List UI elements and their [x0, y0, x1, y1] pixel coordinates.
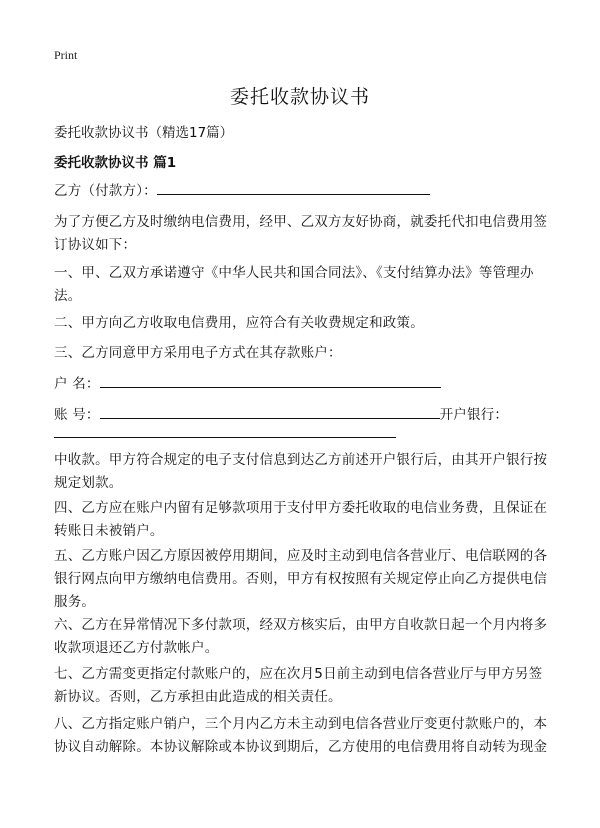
account-number-blank: [100, 404, 440, 419]
payer-line: [54, 180, 548, 203]
account-name-label: 户 名：: [54, 376, 100, 392]
paragraph-3: 三、乙方同意甲方采用电子方式在其存款账户：: [54, 345, 342, 361]
print-label[interactable]: Print: [54, 48, 78, 62]
account-name-line: [54, 373, 548, 396]
section-heading: 委托收款协议书 篇1: [54, 155, 177, 171]
account-number-line: [54, 404, 548, 427]
account-number-label: 账 号：: [54, 407, 100, 423]
paragraph-7: 七、乙方需变更指定付款账户的，应在次月5日前主动到电信各营业厅与甲方另签新协议。否则，乙方承担由此造成的相关责任。: [54, 666, 543, 705]
paragraph-1: 一、甲、乙双方承诺遵守《中华人民共和国合同法》、《支付结算办法》等管理办法。: [54, 265, 534, 304]
paragraph-intro: 为了方便乙方及时缴纳电信费用，经甲、乙双方友好协商，就委托代扣电信费用签订协议如下：: [54, 214, 548, 253]
payer-blank: [157, 180, 430, 195]
payer-label: 乙方（付款方）：: [54, 183, 157, 199]
paragraph-2: 二、甲方向乙方收取电信费用，应符合有关收费规定和政策。: [54, 315, 424, 331]
paragraph-6: 六、乙方在异常情况下多付款项，经双方核实后，由甲方自收款日起一个月内将多收款项退还乙方付款帐户。: [54, 617, 548, 656]
bank-blank-rule: [54, 437, 396, 438]
account-name-blank: [100, 373, 441, 388]
paragraph-5: 五、乙方账户因乙方原因被停用期间，应及时主动到电信各营业厅、电信联网的各银行网点向甲方缴纳电信费用。否则，甲方有权按照有关规定停止向乙方提供电信服务。: [54, 548, 548, 610]
paragraph-4: 四、乙方应在账户内留有足够款项用于支付甲方委托收取的电信业务费，且保证在转账日未被销户。: [54, 500, 548, 539]
bank-label: 开户银行：: [439, 407, 509, 423]
document-subtitle: 委托收款协议书（精选17篇）: [54, 125, 234, 141]
paragraph-8: 八、乙方指定账户销户，三个月内乙方未主动到电信各营业厅变更付款账户的，本协议自动解除。本协议解除或本协议到期后，乙方使用的电信费用将自动转为现金: [54, 716, 548, 755]
paragraph-3-continued: 中收款。甲方符合规定的电子支付信息到达乙方前述开户银行后，由其开户银行按规定划款。: [54, 452, 548, 491]
document-title: 委托收款协议书: [229, 86, 370, 108]
